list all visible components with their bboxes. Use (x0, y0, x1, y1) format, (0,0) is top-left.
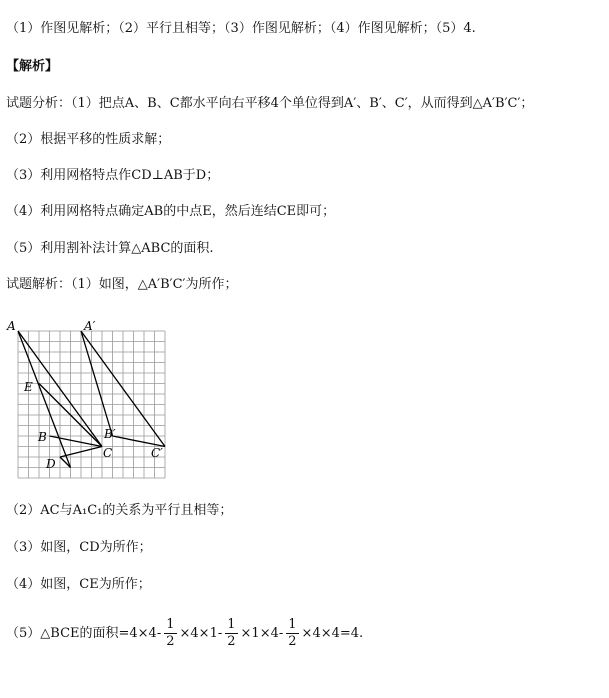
analysis-line-5: （5）利用割补法计算△ABC的面积. (6, 241, 214, 256)
solution-part-4: （4）如图，CE为所作； (6, 577, 151, 592)
area-term-2: ×1×4- (240, 626, 284, 641)
grid (18, 331, 165, 478)
area-term-1: ×4×1- (179, 626, 223, 641)
label-d: D (46, 457, 56, 471)
fraction-half-1: $\frac{1}{2}$ (166, 617, 175, 649)
translation-figure (4, 318, 174, 483)
solution-part-2: （2）AC与A₁C₁的关系为平行且相等； (6, 503, 233, 518)
solution-part-5 (6, 612, 363, 656)
label-c-prime: C′ (151, 446, 163, 460)
label-a-prime: A′ (84, 319, 96, 333)
area-prefix: （5）△BCE的面积=4×4- (6, 626, 162, 641)
label-b-prime: B′ (104, 427, 116, 441)
section-title: 【解析】 (6, 59, 59, 74)
area-term-3: ×4×4=4. (301, 626, 364, 641)
label-c: C (103, 446, 113, 460)
label-b: B (38, 430, 47, 444)
analysis-line-1: 试题分析：（1）把点A、B、C都水平向右平移4个单位得到A′、B′、C′，从而得到△A′B′C′； (6, 96, 534, 111)
label-e: E (24, 380, 33, 394)
fraction-half-2: $\frac{1}{2}$ (227, 617, 236, 649)
solution-intro: 试题解析：（1）如图，△A′B′C′为所作； (6, 277, 238, 292)
label-a: A (7, 319, 16, 333)
analysis-line-3: （3）利用网格特点作CD⊥AB于D； (6, 168, 220, 183)
analysis-line-4: （4）利用网格特点确定AB的中点E，然后连结CE即可； (6, 204, 336, 219)
analysis-line-2: （2）根据平移的性质求解； (6, 132, 171, 147)
fraction-half-3: $\frac{1}{2}$ (288, 617, 297, 649)
solution-part-3: （3）如图，CD为所作； (6, 540, 152, 555)
answer-line: （1）作图见解析；（2）平行且相等；（3）作图见解析；（4）作图见解析；（5）4. (6, 21, 476, 36)
